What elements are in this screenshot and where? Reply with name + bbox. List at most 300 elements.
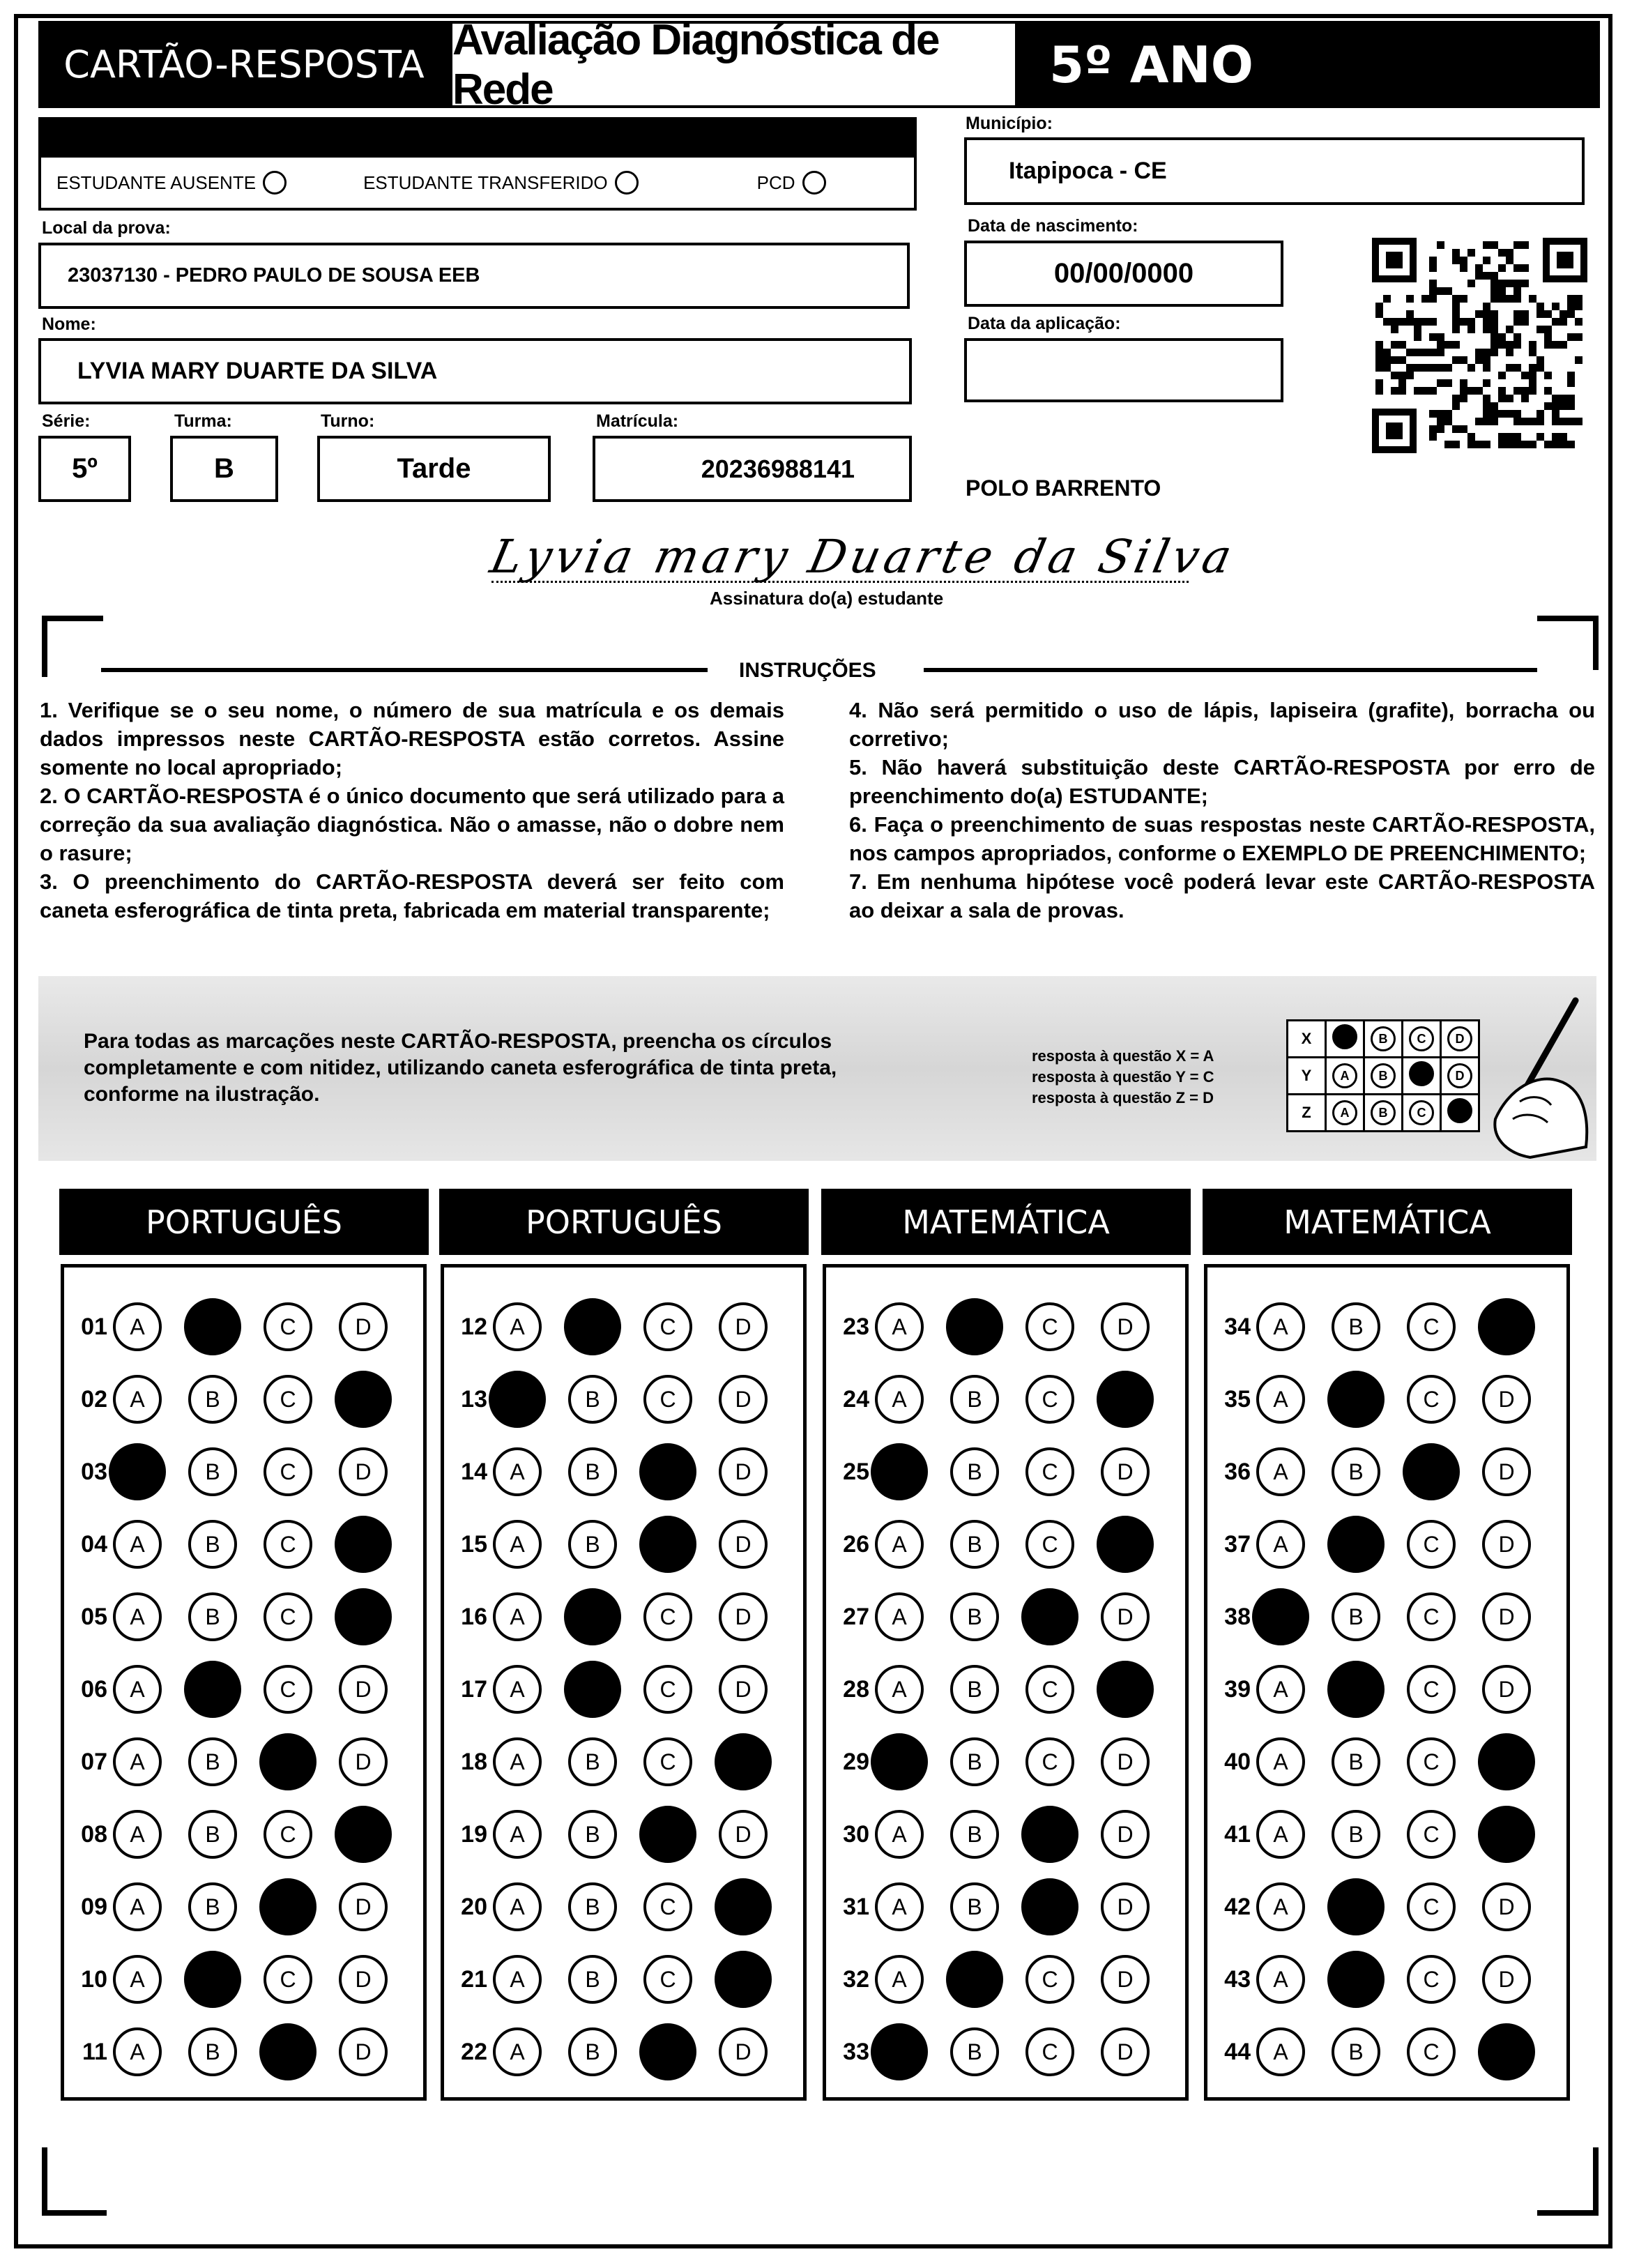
question-row	[444, 1513, 794, 1576]
answer-option-label: D	[735, 2039, 752, 2064]
answer-option-label: C	[659, 1966, 676, 1992]
answer-bubble[interactable]	[1256, 1665, 1305, 1714]
question-row	[826, 1295, 1176, 1358]
answer-bubble[interactable]	[493, 1737, 542, 1786]
question-row	[1207, 1513, 1557, 1576]
turno-value: Tarde	[397, 453, 471, 484]
hand-pen-illustration	[1454, 997, 1593, 1164]
answer-bubble[interactable]	[719, 1665, 768, 1714]
answer-bubble[interactable]	[639, 2023, 696, 2080]
answer-bubble[interactable]	[493, 1665, 542, 1714]
instructions-left-column	[40, 696, 784, 924]
barcode-strip	[38, 117, 917, 155]
answer-bubble[interactable]	[1021, 1588, 1078, 1645]
answer-bubble[interactable]	[335, 1516, 392, 1573]
question-row	[826, 1658, 1176, 1721]
answer-bubble[interactable]	[1327, 1371, 1385, 1428]
answer-bubble[interactable]	[1097, 1516, 1154, 1573]
answer-option-label: B	[967, 1749, 982, 1774]
answer-option-label: A	[510, 1894, 525, 1919]
signature-line	[491, 581, 1189, 583]
answer-option-label: C	[1042, 1531, 1058, 1557]
answer-option-label: A	[130, 1966, 145, 1992]
answer-bubble[interactable]	[643, 1375, 692, 1424]
transferred-radio[interactable]	[615, 171, 639, 195]
answer-bubble[interactable]	[1478, 1298, 1535, 1355]
question-row	[64, 1440, 414, 1503]
corner-mark-bottom-right	[1537, 2147, 1599, 2216]
answer-grid	[61, 1264, 427, 2101]
answer-bubble[interactable]	[1025, 1665, 1074, 1714]
answer-option-label: D	[1498, 1531, 1515, 1557]
answer-option-label: B	[585, 1966, 600, 1992]
answer-bubble[interactable]	[950, 1592, 999, 1641]
answer-bubble[interactable]	[1101, 1592, 1150, 1641]
answer-bubble[interactable]	[264, 1302, 312, 1351]
answer-bubble[interactable]	[339, 1882, 388, 1931]
answer-bubble[interactable]	[1256, 1375, 1305, 1424]
answer-bubble[interactable]	[1101, 2027, 1150, 2076]
answer-bubble[interactable]	[1478, 1806, 1535, 1863]
answer-bubble[interactable]	[1256, 2027, 1305, 2076]
answer-bubble[interactable]	[1256, 1955, 1305, 2004]
answer-option-label: C	[1423, 2039, 1440, 2064]
answer-bubble[interactable]	[1256, 1737, 1305, 1786]
answer-bubble[interactable]	[1021, 1878, 1078, 1935]
question-number: 19	[461, 1820, 487, 1848]
answer-bubble[interactable]	[715, 1878, 772, 1935]
answer-option-label: D	[1117, 1966, 1134, 1992]
answer-option-label: D	[1498, 1604, 1515, 1629]
matricula-field	[593, 436, 912, 502]
answer-bubble[interactable]	[493, 1447, 542, 1496]
answer-bubble[interactable]	[715, 1733, 772, 1790]
answer-bubble[interactable]	[1097, 1661, 1154, 1718]
answer-bubble[interactable]	[564, 1661, 621, 1718]
municipio-label: Município:	[966, 114, 1053, 133]
question-number: 06	[81, 1675, 107, 1703]
answer-bubble[interactable]	[1407, 1882, 1456, 1931]
answer-bubble[interactable]	[113, 1592, 162, 1641]
grade-title: 5º ANO	[1018, 21, 1600, 108]
answer-bubble[interactable]	[264, 1592, 312, 1641]
question-row	[1207, 1295, 1557, 1358]
answer-bubble[interactable]	[875, 1810, 924, 1859]
answer-bubble[interactable]	[719, 1592, 768, 1641]
answer-option-label: A	[1273, 1314, 1288, 1339]
answer-option-label: A	[130, 2039, 145, 2064]
answer-bubble[interactable]	[1327, 1516, 1385, 1573]
answer-bubble[interactable]	[1025, 2027, 1074, 2076]
answer-bubble[interactable]	[719, 1375, 768, 1424]
answer-option-label: A	[130, 1894, 145, 1919]
answer-bubble[interactable]	[493, 1592, 542, 1641]
answer-bubble[interactable]	[1256, 1447, 1305, 1496]
answer-option-label: C	[659, 1386, 676, 1412]
answer-bubble[interactable]	[1332, 1302, 1380, 1351]
answer-bubble[interactable]	[493, 1955, 542, 2004]
answer-bubble[interactable]	[113, 1375, 162, 1424]
pcd-radio[interactable]	[802, 171, 826, 195]
answer-bubble[interactable]	[264, 1955, 312, 2004]
answer-bubble[interactable]	[1025, 1520, 1074, 1569]
answer-bubble[interactable]	[950, 1665, 999, 1714]
answer-bubble[interactable]	[264, 1447, 312, 1496]
answer-bubble[interactable]	[1256, 1882, 1305, 1931]
answer-bubble[interactable]	[875, 1665, 924, 1714]
answer-bubble[interactable]	[113, 1665, 162, 1714]
question-row	[444, 1440, 794, 1503]
answer-bubble[interactable]	[568, 1882, 617, 1931]
answer-bubble[interactable]	[1407, 1302, 1456, 1351]
question-row	[64, 1803, 414, 1866]
answer-bubble[interactable]	[1482, 1447, 1531, 1496]
answer-bubble[interactable]	[1407, 1592, 1456, 1641]
answer-bubble[interactable]	[719, 1520, 768, 1569]
answer-bubble[interactable]	[875, 1302, 924, 1351]
answer-option-label: C	[1423, 1966, 1440, 1992]
question-row	[1207, 2020, 1557, 2083]
answer-bubble[interactable]	[188, 1592, 237, 1641]
answer-bubble[interactable]	[264, 1375, 312, 1424]
answer-option-label: B	[967, 1676, 982, 1702]
question-number: 30	[843, 1820, 869, 1848]
answer-option-label: B	[205, 1749, 220, 1774]
answer-bubble[interactable]	[1256, 1810, 1305, 1859]
answer-bubble[interactable]	[871, 1443, 928, 1500]
answer-bubble[interactable]	[568, 1810, 617, 1859]
answer-bubble[interactable]	[1332, 1447, 1380, 1496]
answer-bubble[interactable]	[1252, 1588, 1309, 1645]
question-row	[1207, 1658, 1557, 1721]
municipio-value: Itapipoca - CE	[1009, 158, 1167, 184]
answer-bubble[interactable]	[1407, 1375, 1456, 1424]
answer-bubble[interactable]	[564, 1588, 621, 1645]
answer-bubble[interactable]	[1327, 1878, 1385, 1935]
example-bubble	[1332, 1024, 1357, 1049]
answer-bubble[interactable]	[871, 1733, 928, 1790]
answer-bubble[interactable]	[339, 1955, 388, 2004]
answer-grid	[1204, 1264, 1570, 2101]
exam-title-box	[450, 15, 1018, 114]
question-row	[444, 2020, 794, 2083]
question-number: 23	[843, 1313, 869, 1340]
answer-bubble[interactable]	[188, 1882, 237, 1931]
answer-bubble[interactable]	[950, 1810, 999, 1859]
question-row	[64, 1585, 414, 1648]
answer-option-label: C	[1042, 1676, 1058, 1702]
answer-bubble[interactable]	[946, 1298, 1003, 1355]
answer-bubble[interactable]	[875, 1592, 924, 1641]
answer-bubble[interactable]	[113, 1955, 162, 2004]
answer-bubble[interactable]	[1478, 2023, 1535, 2080]
answer-bubble[interactable]	[113, 1737, 162, 1786]
answer-bubble[interactable]	[113, 1520, 162, 1569]
answer-bubble[interactable]	[568, 1447, 617, 1496]
answer-bubble[interactable]	[1101, 1882, 1150, 1931]
aplicacao-field[interactable]	[964, 338, 1283, 402]
example-row	[1288, 1058, 1479, 1095]
serie-value: 5º	[72, 453, 98, 484]
answer-bubble[interactable]	[113, 1810, 162, 1859]
answer-bubble[interactable]	[1101, 1810, 1150, 1859]
answer-bubble[interactable]	[184, 1298, 241, 1355]
answer-bubble[interactable]	[188, 2027, 237, 2076]
answer-bubble[interactable]	[719, 1302, 768, 1351]
answer-bubble[interactable]	[1332, 2027, 1380, 2076]
answer-bubble[interactable]	[1101, 1737, 1150, 1786]
serie-field	[38, 436, 131, 502]
answer-bubble[interactable]	[1101, 1447, 1150, 1496]
answer-bubble[interactable]	[1256, 1302, 1305, 1351]
answer-option-label: D	[355, 1676, 372, 1702]
nascimento-field	[964, 241, 1283, 307]
question-number: 04	[81, 1530, 107, 1558]
answer-bubble[interactable]	[1482, 1955, 1531, 2004]
answer-bubble[interactable]	[493, 1302, 542, 1351]
answer-bubble[interactable]	[188, 1520, 237, 1569]
answer-bubble[interactable]	[568, 1520, 617, 1569]
answer-bubble[interactable]	[1482, 1882, 1531, 1931]
answer-bubble[interactable]	[1332, 1592, 1380, 1641]
answer-bubble[interactable]	[875, 1375, 924, 1424]
answer-bubble[interactable]	[184, 1661, 241, 1718]
answer-option-label: B	[967, 1821, 982, 1847]
answer-bubble[interactable]	[264, 1520, 312, 1569]
question-row	[826, 1585, 1176, 1648]
question-number: 01	[81, 1313, 107, 1340]
answer-bubble[interactable]	[335, 1806, 392, 1863]
answer-bubble[interactable]	[1403, 1443, 1460, 1500]
question-number: 31	[843, 1893, 869, 1920]
answer-bubble[interactable]	[264, 1810, 312, 1859]
answer-bubble[interactable]	[950, 1882, 999, 1931]
example-row-label: X	[1288, 1021, 1326, 1058]
example-bubble: C	[1409, 1100, 1434, 1125]
answer-bubble[interactable]	[493, 1882, 542, 1931]
answer-option-label: D	[1498, 1459, 1515, 1484]
answer-bubble[interactable]	[489, 1371, 546, 1428]
answer-option-label: A	[130, 1314, 145, 1339]
answer-bubble[interactable]	[950, 1447, 999, 1496]
answer-bubble[interactable]	[950, 2027, 999, 2076]
answer-bubble[interactable]	[1256, 1520, 1305, 1569]
answer-option-label: D	[735, 1676, 752, 1702]
answer-option-label: C	[280, 1386, 296, 1412]
answer-bubble[interactable]	[493, 2027, 542, 2076]
answer-bubble[interactable]	[568, 1375, 617, 1424]
example-bubble: A	[1332, 1100, 1357, 1125]
instruction-item: 4. Não será permitido o uso de lápis, lapiseira (grafite), borracha ou corretivo;	[849, 698, 1595, 751]
answer-bubble[interactable]	[335, 1371, 392, 1428]
municipio-field	[964, 137, 1585, 205]
answer-option-label: A	[892, 1894, 907, 1919]
answer-bubble[interactable]	[643, 1882, 692, 1931]
question-number: 14	[461, 1458, 487, 1485]
answer-bubble[interactable]	[871, 2023, 928, 2080]
answer-bubble[interactable]	[335, 1588, 392, 1645]
answer-bubble[interactable]	[719, 1810, 768, 1859]
answer-bubble[interactable]	[568, 1737, 617, 1786]
answer-bubble[interactable]	[950, 1520, 999, 1569]
answer-bubble[interactable]	[568, 1955, 617, 2004]
answer-option-label: C	[1423, 1821, 1440, 1847]
answer-bubble[interactable]	[643, 1665, 692, 1714]
answer-option-label: C	[280, 1531, 296, 1557]
instructions-rule-right	[924, 668, 1537, 672]
answer-bubble[interactable]	[109, 1443, 166, 1500]
answer-option-label: C	[1042, 1749, 1058, 1774]
answer-option-label: B	[1348, 1459, 1364, 1484]
answer-bubble[interactable]	[639, 1516, 696, 1573]
answer-bubble[interactable]	[339, 2027, 388, 2076]
question-row	[444, 1295, 794, 1358]
question-row	[1207, 1585, 1557, 1648]
answer-bubble[interactable]	[639, 1443, 696, 1500]
answer-bubble[interactable]	[188, 1375, 237, 1424]
answer-option-label: D	[1117, 1749, 1134, 1774]
answer-grid	[823, 1264, 1189, 2101]
example-row-label: Y	[1288, 1058, 1326, 1095]
question-number: 08	[81, 1820, 107, 1848]
answer-bubble[interactable]	[1482, 1592, 1531, 1641]
answer-option-label: B	[967, 1894, 982, 1919]
answer-bubble[interactable]	[1332, 1810, 1380, 1859]
question-number: 34	[1224, 1313, 1251, 1340]
question-number: 22	[461, 2038, 487, 2065]
turno-field	[317, 436, 551, 502]
answer-bubble[interactable]	[493, 1810, 542, 1859]
answer-bubble[interactable]	[715, 1951, 772, 2008]
answer-bubble[interactable]	[264, 1665, 312, 1714]
answer-bubble[interactable]	[1407, 1810, 1456, 1859]
answer-bubble[interactable]	[259, 1878, 317, 1935]
answer-option-label: A	[1273, 1459, 1288, 1484]
question-number: 05	[81, 1603, 107, 1630]
answer-bubble[interactable]	[875, 1520, 924, 1569]
answer-bubble[interactable]	[188, 1737, 237, 1786]
answer-option-label: A	[130, 1604, 145, 1629]
question-number: 07	[81, 1748, 107, 1775]
answer-bubble[interactable]	[1101, 1955, 1150, 2004]
answer-bubble[interactable]	[339, 1302, 388, 1351]
answer-bubble[interactable]	[950, 1375, 999, 1424]
answer-bubble[interactable]	[339, 1447, 388, 1496]
answer-bubble[interactable]	[339, 1665, 388, 1714]
answer-bubble[interactable]	[1478, 1733, 1535, 1790]
question-number: 18	[461, 1748, 487, 1775]
absent-radio[interactable]	[263, 171, 287, 195]
answer-option-label: A	[1273, 1531, 1288, 1557]
answer-bubble[interactable]	[259, 2023, 317, 2080]
local-field	[38, 243, 910, 309]
answer-bubble[interactable]	[643, 1737, 692, 1786]
answer-option-label: A	[510, 2039, 525, 2064]
answer-bubble[interactable]	[188, 1447, 237, 1496]
answer-bubble[interactable]	[1025, 1375, 1074, 1424]
answer-option-label: A	[1273, 1966, 1288, 1992]
answer-bubble[interactable]	[184, 1951, 241, 2008]
answer-bubble[interactable]	[564, 1298, 621, 1355]
answer-option-label: A	[1273, 1821, 1288, 1847]
answer-bubble[interactable]	[339, 1737, 388, 1786]
answer-bubble[interactable]	[875, 1882, 924, 1931]
answer-bubble[interactable]	[1097, 1371, 1154, 1428]
answer-bubble[interactable]	[1407, 1955, 1456, 2004]
answer-option-label: D	[735, 1314, 752, 1339]
answer-bubble[interactable]	[1025, 1302, 1074, 1351]
section-title: MATEMÁTICA	[821, 1189, 1191, 1255]
question-number: 27	[843, 1603, 869, 1630]
answer-option-label: A	[130, 1749, 145, 1774]
answer-option-label: A	[1273, 2039, 1288, 2064]
answer-option-label: B	[585, 1894, 600, 1919]
matricula-value: 20236988141	[701, 454, 855, 483]
answer-option-label: D	[1117, 1314, 1134, 1339]
answer-bubble[interactable]	[493, 1520, 542, 1569]
question-row	[1207, 1948, 1557, 2011]
answer-bubble[interactable]	[946, 1951, 1003, 2008]
answer-bubble[interactable]	[1025, 1737, 1074, 1786]
answer-bubble[interactable]	[1332, 1737, 1380, 1786]
answer-bubble[interactable]	[639, 1806, 696, 1863]
answer-option-label: B	[585, 1749, 600, 1774]
answer-bubble[interactable]	[1407, 1665, 1456, 1714]
answer-bubble[interactable]	[1327, 1951, 1385, 2008]
answer-bubble[interactable]	[643, 1302, 692, 1351]
answer-bubble[interactable]	[113, 1882, 162, 1931]
answer-option-label: C	[1423, 1749, 1440, 1774]
answer-bubble[interactable]	[1407, 2027, 1456, 2076]
answer-bubble[interactable]	[1482, 1375, 1531, 1424]
answer-bubble[interactable]	[1407, 1737, 1456, 1786]
answer-bubble[interactable]	[188, 1810, 237, 1859]
question-row	[826, 1440, 1176, 1503]
answer-bubble[interactable]	[643, 1955, 692, 2004]
answer-option-label: B	[585, 1531, 600, 1557]
answer-bubble[interactable]	[1101, 1302, 1150, 1351]
answer-bubble[interactable]	[1482, 1520, 1531, 1569]
answer-bubble[interactable]	[259, 1733, 317, 1790]
transferred-label: ESTUDANTE TRANSFERIDO	[363, 172, 608, 193]
answer-bubble[interactable]	[719, 2027, 768, 2076]
question-row	[64, 1658, 414, 1721]
answer-bubble[interactable]	[113, 2027, 162, 2076]
answer-option-label: A	[510, 1459, 525, 1484]
answer-option-label: A	[892, 1314, 907, 1339]
answer-bubble[interactable]	[1025, 1447, 1074, 1496]
answer-bubble[interactable]	[875, 1955, 924, 2004]
answer-option-label: B	[205, 2039, 220, 2064]
answer-bubble[interactable]	[568, 2027, 617, 2076]
answer-bubble[interactable]	[643, 1592, 692, 1641]
answer-bubble[interactable]	[1025, 1955, 1074, 2004]
question-row	[826, 1730, 1176, 1793]
answer-option-label: C	[659, 1676, 676, 1702]
answer-bubble[interactable]	[1327, 1661, 1385, 1718]
answer-bubble[interactable]	[719, 1447, 768, 1496]
answer-bubble[interactable]	[1482, 1665, 1531, 1714]
answer-option-label: C	[1042, 1314, 1058, 1339]
answer-bubble[interactable]	[950, 1737, 999, 1786]
instruction-item: 3. O preenchimento do CARTÃO-RESPOSTA deverá ser feito com caneta esferográfica de tinta preta, fabricada em material transparente;	[40, 869, 784, 922]
answer-option-label: D	[355, 1459, 372, 1484]
answer-bubble[interactable]	[1021, 1806, 1078, 1863]
question-row	[1207, 1368, 1557, 1431]
answer-bubble[interactable]	[1407, 1520, 1456, 1569]
answer-bubble[interactable]	[113, 1302, 162, 1351]
answer-option-label: A	[130, 1676, 145, 1702]
